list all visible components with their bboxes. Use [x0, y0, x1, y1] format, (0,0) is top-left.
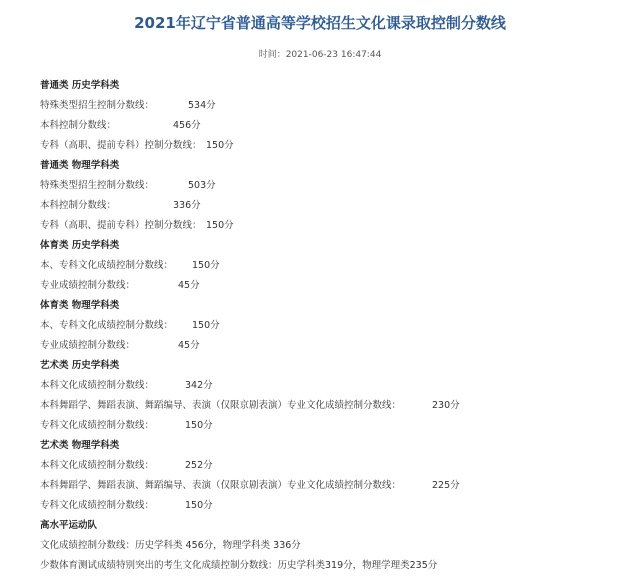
- row-label: 专科文化成绩控制分数线：: [40, 500, 155, 511]
- row-value: 150分: [206, 140, 234, 151]
- score-row: [40, 416, 630, 436]
- row-label: 高水平运动队: [40, 520, 98, 531]
- score-row: [40, 496, 630, 516]
- row-value: 150分: [192, 320, 220, 331]
- score-row: [40, 116, 630, 136]
- score-row: [40, 536, 630, 556]
- row-label: 本科舞蹈学、舞蹈表演、舞蹈编导、表演（仅限京剧表演）专业文化成绩控制分数线：: [40, 400, 402, 411]
- section-heading: [40, 356, 630, 376]
- row-label: 艺术类 历史学科类: [40, 360, 120, 371]
- row-label: 少数体育测试成绩特别突出的考生文化成绩控制分数线：历史学科类319分，物理学理类235分: [40, 560, 438, 571]
- row-value: 252分: [185, 460, 213, 471]
- row-value: 225分: [432, 480, 460, 491]
- score-row: [40, 316, 630, 336]
- row-value: 45分: [178, 340, 200, 351]
- row-value: 503分: [188, 180, 216, 191]
- section-heading: [40, 516, 630, 536]
- row-label: 特殊类型招生控制分数线：: [40, 180, 155, 191]
- row-value: 150分: [192, 260, 220, 271]
- score-row: [40, 456, 630, 476]
- row-label: 专业成绩控制分数线：: [40, 280, 136, 291]
- row-value: 45分: [178, 280, 200, 291]
- row-label: 普通类 物理学科类: [40, 160, 120, 171]
- row-value: 150分: [185, 500, 213, 511]
- row-label: 特殊类型招生控制分数线：: [40, 100, 155, 111]
- score-row: [40, 476, 630, 496]
- row-value: 342分: [185, 380, 213, 391]
- score-row: [40, 176, 630, 196]
- score-row: [40, 96, 630, 116]
- row-value: 150分: [185, 420, 213, 431]
- row-label: 本、专科文化成绩控制分数线：: [40, 320, 174, 331]
- row-label: 体育类 物理学科类: [40, 300, 120, 311]
- row-value: 534分: [188, 100, 216, 111]
- row-label: 专科（高职、提前专科）控制分数线：: [40, 220, 202, 231]
- score-row: [40, 136, 630, 156]
- page-title: 2021年辽宁省普通高等学校招生文化课录取控制分数线: [134, 14, 506, 32]
- row-label: 普通类 历史学科类: [40, 80, 120, 91]
- publish-time: 时间：2021-06-23 16:47:44: [258, 50, 382, 60]
- row-label: 体育类 历史学科类: [40, 240, 120, 251]
- row-label: 本科控制分数线：: [40, 120, 117, 131]
- row-label: 文化成绩控制分数线：历史学科类 456分，物理学科类 336分: [40, 540, 301, 551]
- score-row: [40, 196, 630, 216]
- row-label: 本科舞蹈学、舞蹈表演、舞蹈编导、表演（仅限京剧表演）专业文化成绩控制分数线：: [40, 480, 402, 491]
- score-row: [40, 556, 630, 576]
- row-value: 230分: [432, 400, 460, 411]
- row-label: 艺术类 物理学科类: [40, 440, 120, 451]
- section-heading: [40, 436, 630, 456]
- row-value: 150分: [206, 220, 234, 231]
- row-label: 专科（高职、提前专科）控制分数线：: [40, 140, 202, 151]
- score-row: [40, 396, 630, 416]
- row-label: 本科文化成绩控制分数线：: [40, 460, 155, 471]
- score-row: [40, 276, 630, 296]
- section-heading: [40, 156, 630, 176]
- score-list: [40, 76, 630, 576]
- score-row: [40, 376, 630, 396]
- section-heading: [40, 236, 630, 256]
- row-label: 本科控制分数线：: [40, 200, 117, 211]
- section-heading: [40, 76, 630, 96]
- section-heading: [40, 296, 630, 316]
- row-label: 专科文化成绩控制分数线：: [40, 420, 155, 431]
- row-value: 336分: [173, 200, 201, 211]
- row-value: 456分: [173, 120, 201, 131]
- score-row: [40, 336, 630, 356]
- row-label: 本科文化成绩控制分数线：: [40, 380, 155, 391]
- row-label: 专业成绩控制分数线：: [40, 340, 136, 351]
- row-label: 本、专科文化成绩控制分数线：: [40, 260, 174, 271]
- score-row: [40, 216, 630, 236]
- score-row: [40, 256, 630, 276]
